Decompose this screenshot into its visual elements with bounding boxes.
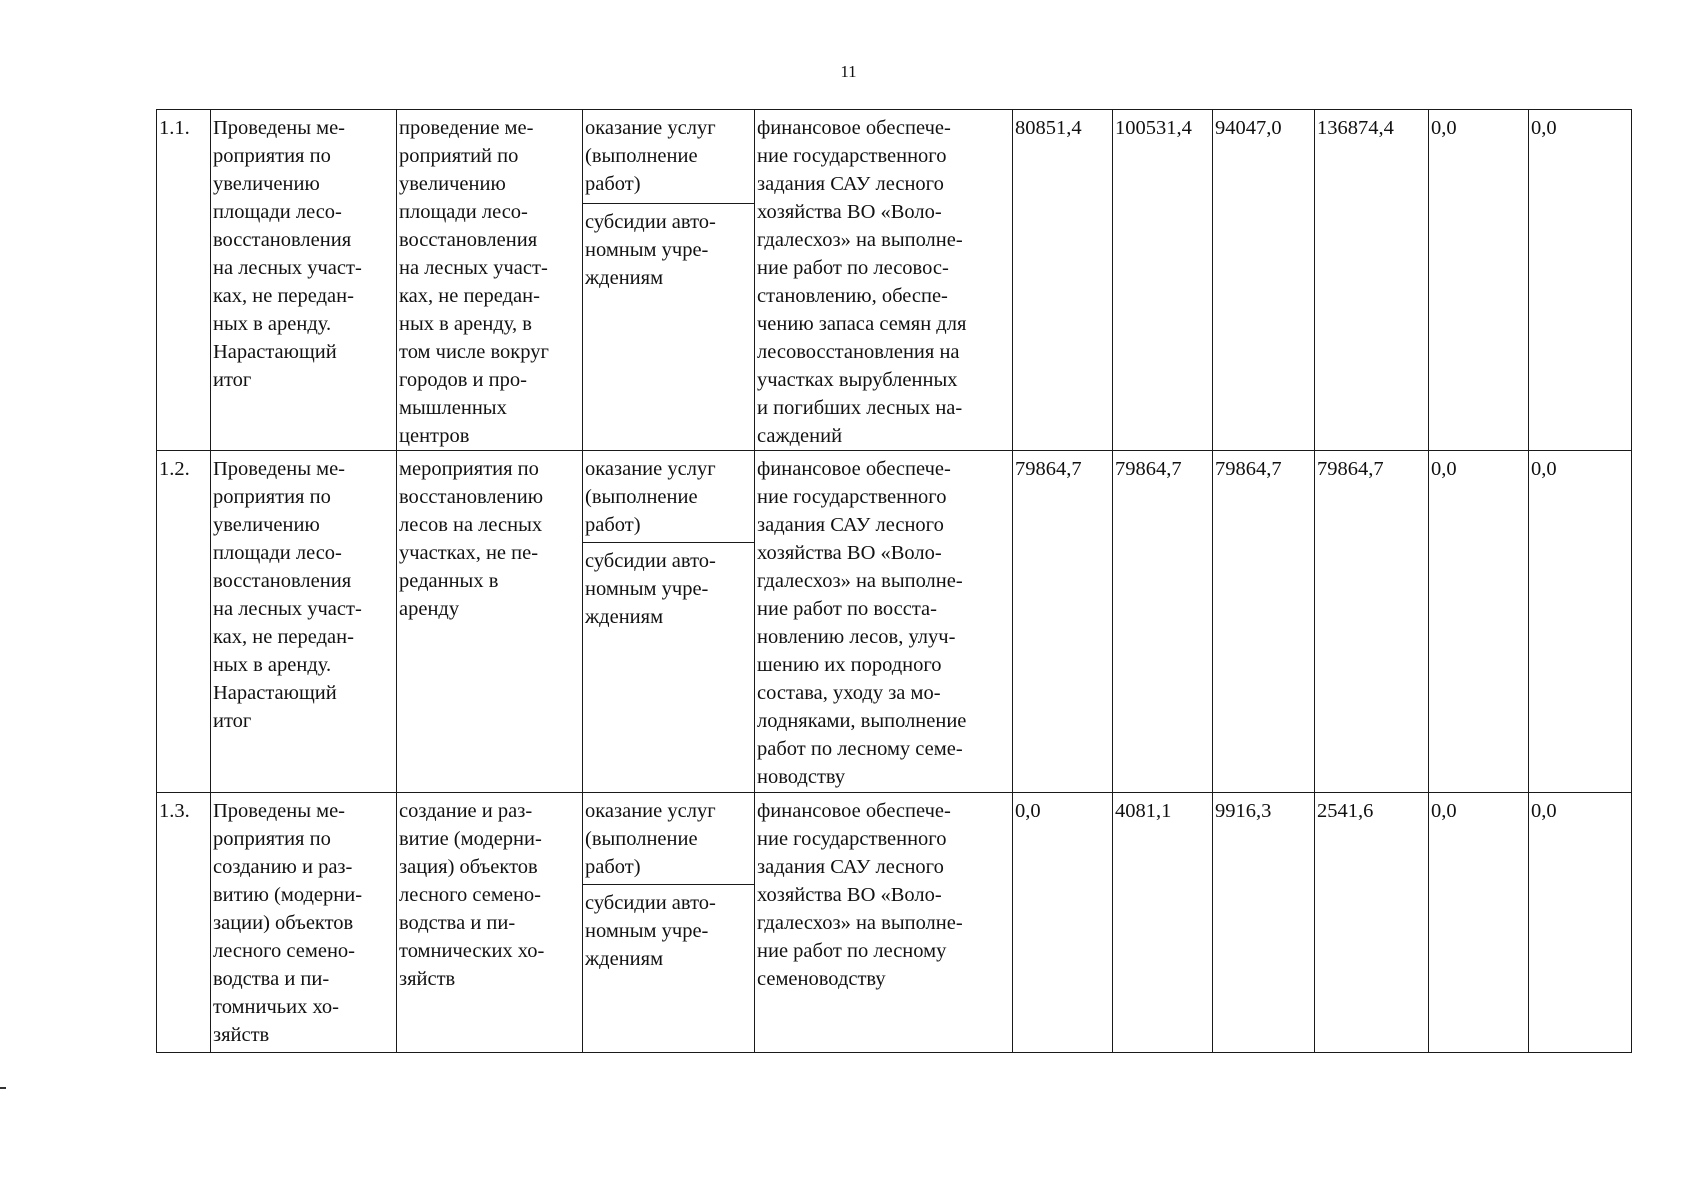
text-line: лесного семено-	[399, 884, 541, 906]
value-cell: 0,0	[1429, 110, 1529, 451]
text-line: работ)	[585, 173, 641, 195]
value-cell: 79864,7	[1113, 451, 1213, 793]
text-line: площади лесо-	[213, 542, 342, 564]
page-number: 11	[840, 62, 857, 81]
text-line: роприятий по	[399, 145, 519, 167]
activity-cell	[397, 793, 583, 1053]
text-line: создание и раз-	[399, 800, 533, 822]
text-line: лесного семено-	[213, 940, 355, 962]
text-line: участках, не пе-	[399, 542, 539, 564]
text-line: зяйств	[213, 1024, 270, 1046]
text-line: зяйств	[399, 968, 456, 990]
text-line: задания САУ лесного	[757, 514, 944, 536]
value-cell: 0,0	[1529, 110, 1632, 451]
text-line: увеличению	[399, 173, 506, 195]
text-line: хозяйства ВО «Воло-	[757, 884, 942, 906]
text-line: хозяйства ВО «Воло-	[757, 201, 942, 223]
text-line: Нарастающий	[213, 682, 337, 704]
description-cell	[755, 110, 1013, 451]
text-line: на лесных участ-	[399, 257, 548, 279]
description-cell	[755, 793, 1013, 1053]
row-number: 1.1.	[157, 110, 211, 451]
text-line: ках, не передан-	[213, 285, 354, 307]
text-line: роприятия по	[213, 486, 331, 508]
expense-type-services	[583, 793, 754, 885]
text-line: площади лесо-	[213, 201, 342, 223]
text-line: мероприятия по	[399, 458, 539, 480]
expense-type-subsidies	[583, 543, 754, 631]
value-cell: 79864,7	[1213, 451, 1315, 793]
table-row	[157, 793, 1632, 1053]
text-line: ние работ по лесовос-	[757, 257, 949, 279]
text-line: реданных в	[399, 570, 499, 592]
text-line: чению запаса семян для	[757, 313, 967, 335]
text-line: (выполнение	[585, 486, 698, 508]
text-line: финансовое обеспече-	[757, 458, 951, 480]
text-line: томничьих хо-	[213, 996, 340, 1018]
text-line: (выполнение	[585, 828, 698, 850]
text-line: гдалесхоз» на выполне-	[757, 570, 963, 592]
value-cell: 0,0	[1529, 793, 1632, 1053]
value-cell: 0,0	[1429, 793, 1529, 1053]
text-line: становлению, обеспе-	[757, 285, 948, 307]
text-line: витию (модерни-	[213, 884, 363, 906]
text-line: на лесных участ-	[213, 598, 362, 620]
result-cell	[211, 451, 397, 793]
text-line: саждений	[757, 425, 843, 447]
text-line: Проведены ме-	[213, 458, 345, 480]
text-line: номным учре-	[585, 239, 709, 261]
text-line: водства и пи-	[213, 968, 330, 990]
text-line: задания САУ лесного	[757, 173, 944, 195]
text-line: водства и пи-	[399, 912, 516, 934]
text-line: субсидии авто-	[585, 211, 716, 233]
text-line: оказание услуг	[585, 800, 716, 822]
text-line: увеличению	[213, 173, 320, 195]
text-line: новлению лесов, улуч-	[757, 626, 956, 648]
text-line: ние работ по восста-	[757, 598, 937, 620]
text-line: восстановления	[213, 229, 352, 251]
text-line: субсидии авто-	[585, 550, 716, 572]
expense-type-cell	[583, 110, 755, 451]
text-line: ние государственного	[757, 828, 947, 850]
value-cell: 80851,4	[1013, 110, 1113, 451]
text-line: ных в аренду.	[213, 313, 332, 335]
value-cell: 4081,1	[1113, 793, 1213, 1053]
text-line: ждениям	[585, 267, 664, 289]
text-line: проведение ме-	[399, 117, 534, 139]
text-line: оказание услуг	[585, 458, 716, 480]
text-line: увеличению	[213, 514, 320, 536]
text-line: финансовое обеспече-	[757, 117, 951, 139]
table-row	[157, 110, 1632, 451]
result-cell	[211, 110, 397, 451]
text-line: Нарастающий	[213, 341, 337, 363]
text-line: лесовосстановления на	[757, 341, 960, 363]
text-line: городов и про-	[399, 369, 527, 391]
text-line: номным учре-	[585, 578, 709, 600]
text-line: аренду	[399, 598, 460, 620]
expense-type-subsidies	[583, 204, 754, 292]
text-line: и погибших лесных на-	[757, 397, 963, 419]
text-line: на лесных участ-	[213, 257, 362, 279]
description-cell	[755, 451, 1013, 793]
text-line: ждениям	[585, 606, 664, 628]
text-line: ных в аренду.	[213, 654, 332, 676]
text-line: томнических хо-	[399, 940, 545, 962]
text-line: зации) объектов	[213, 912, 354, 934]
stray-mark	[0, 1087, 6, 1089]
text-line: семеноводству	[757, 968, 886, 990]
text-line: том числе вокруг	[399, 341, 549, 363]
table-body	[157, 110, 1632, 1053]
value-cell: 9916,3	[1213, 793, 1315, 1053]
text-line: финансовое обеспече-	[757, 800, 951, 822]
row-number: 1.3.	[157, 793, 211, 1053]
text-line: работ)	[585, 514, 641, 536]
text-line: ние работ по лесному	[757, 940, 947, 962]
text-line: шению их породного	[757, 654, 942, 676]
expense-type-services	[583, 451, 754, 543]
text-line: итог	[213, 369, 252, 391]
text-line: восстановления	[213, 570, 352, 592]
activity-cell	[397, 110, 583, 451]
text-line: витие (модерни-	[399, 828, 542, 850]
text-line: оказание услуг	[585, 117, 716, 139]
value-cell: 79864,7	[1013, 451, 1113, 793]
expense-type-cell	[583, 451, 755, 793]
text-line: новодству	[757, 766, 846, 788]
text-line: гдалесхоз» на выполне-	[757, 229, 963, 251]
expense-type-cell	[583, 793, 755, 1053]
text-line: задания САУ лесного	[757, 856, 944, 878]
value-cell: 100531,4	[1113, 110, 1213, 451]
text-line: ние государственного	[757, 145, 947, 167]
value-cell: 0,0	[1013, 793, 1113, 1053]
text-line: мышленных	[399, 397, 507, 419]
text-line: ние государственного	[757, 486, 947, 508]
row-number: 1.2.	[157, 451, 211, 793]
text-line: лесов на лесных	[399, 514, 543, 536]
text-line: работ по лесному семе-	[757, 738, 963, 760]
value-cell: 136874,4	[1315, 110, 1429, 451]
text-line: центров	[399, 425, 470, 447]
value-cell: 0,0	[1529, 451, 1632, 793]
text-line: площади лесо-	[399, 201, 528, 223]
program-table	[156, 109, 1632, 1053]
value-cell: 79864,7	[1315, 451, 1429, 793]
text-line: итог	[213, 710, 252, 732]
text-line: Проведены ме-	[213, 117, 345, 139]
text-line: состава, уходу за мо-	[757, 682, 941, 704]
text-line: роприятия по	[213, 828, 331, 850]
text-line: роприятия по	[213, 145, 331, 167]
text-line: восстановления	[399, 229, 538, 251]
text-line: Проведены ме-	[213, 800, 345, 822]
text-line: участках вырубленных	[757, 369, 958, 391]
text-line: работ)	[585, 856, 641, 878]
activity-cell	[397, 451, 583, 793]
text-line: лодняками, выполнение	[757, 710, 967, 732]
text-line: субсидии авто-	[585, 892, 716, 914]
text-line: номным учре-	[585, 920, 709, 942]
result-cell	[211, 793, 397, 1053]
expense-type-services	[583, 110, 754, 204]
text-line: (выполнение	[585, 145, 698, 167]
text-line: созданию и раз-	[213, 856, 353, 878]
text-line: восстановлению	[399, 486, 544, 508]
value-cell: 0,0	[1429, 451, 1529, 793]
text-line: ных в аренду, в	[399, 313, 532, 335]
text-line: ках, не передан-	[213, 626, 354, 648]
expense-type-subsidies	[583, 885, 754, 973]
value-cell: 2541,6	[1315, 793, 1429, 1053]
text-line: зация) объектов	[399, 856, 538, 878]
table-row	[157, 451, 1632, 793]
text-line: хозяйства ВО «Воло-	[757, 542, 942, 564]
text-line: ждениям	[585, 948, 664, 970]
value-cell: 94047,0	[1213, 110, 1315, 451]
text-line: ках, не передан-	[399, 285, 540, 307]
text-line: гдалесхоз» на выполне-	[757, 912, 963, 934]
